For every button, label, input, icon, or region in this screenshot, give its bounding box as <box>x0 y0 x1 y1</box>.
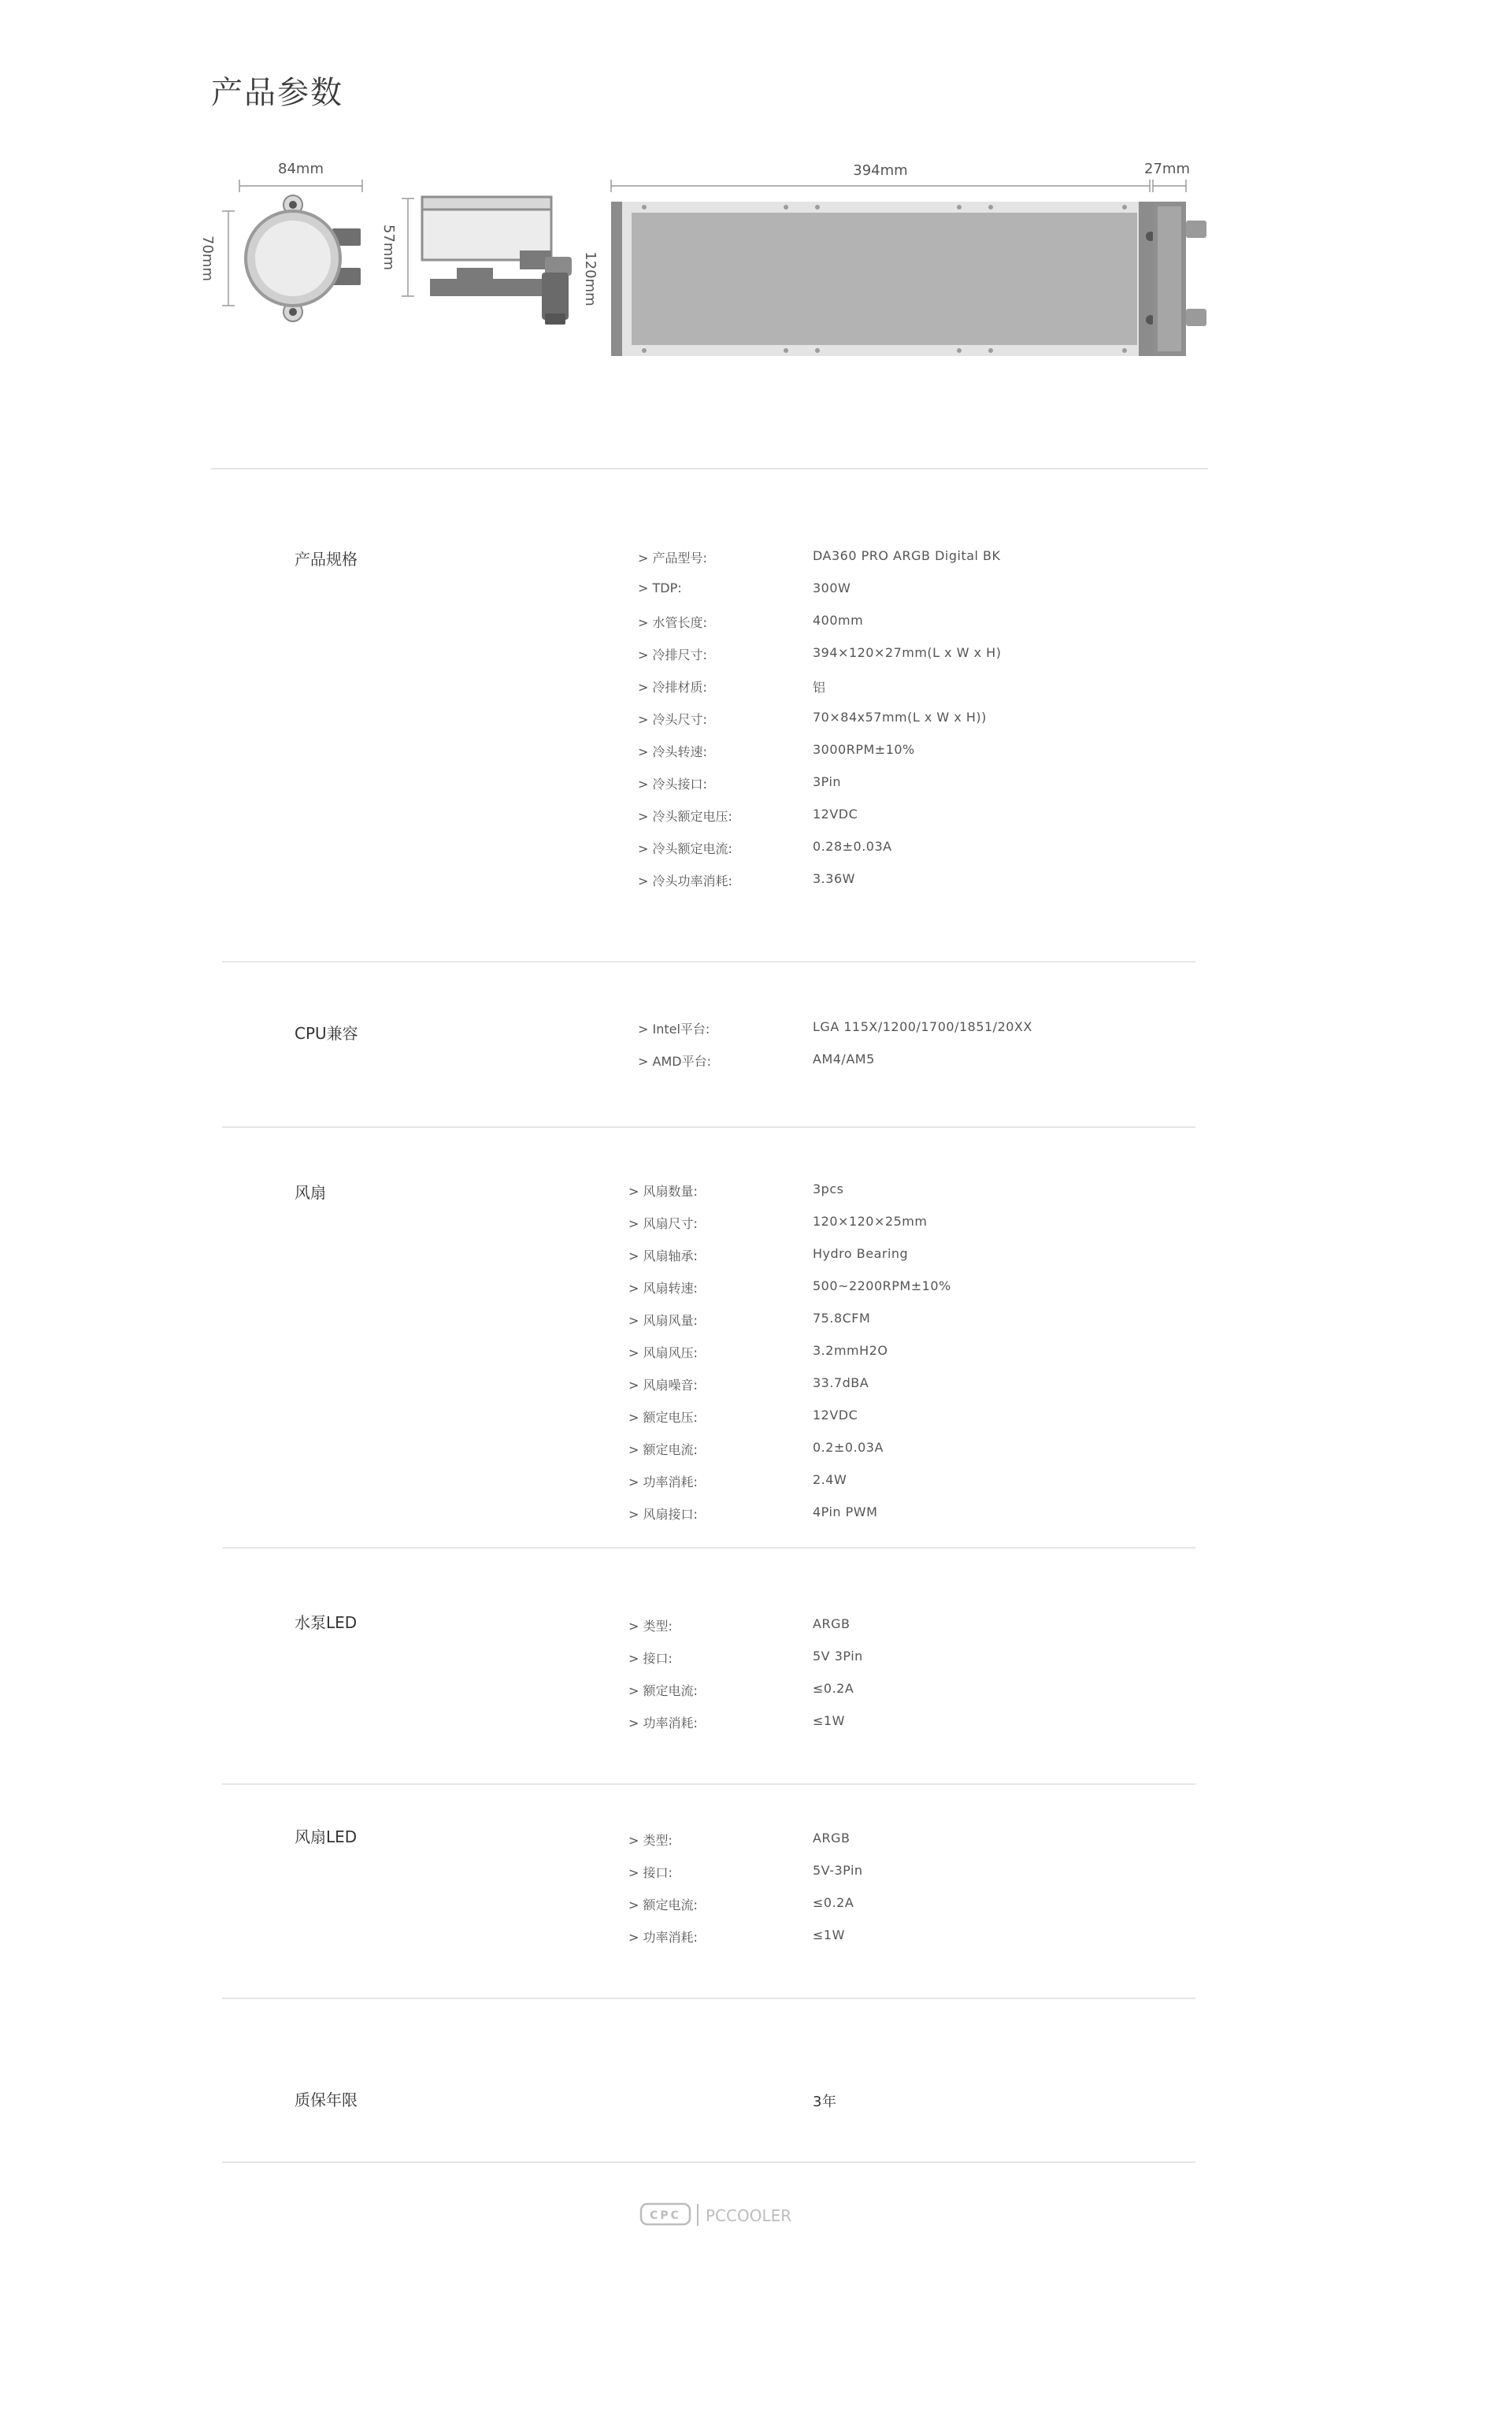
spec-label: > 风扇转速: <box>628 1281 698 1296</box>
page-title: 产品参数 <box>211 75 343 111</box>
spec-label: > 冷排尺寸: <box>638 647 707 662</box>
spec-label: > 水管长度: <box>638 615 707 630</box>
brand-logo <box>639 2199 797 2231</box>
spec-label: > 额定电流: <box>628 1442 698 1457</box>
radiator-side-view <box>1153 202 1206 356</box>
pump-width-label: 84mm <box>278 161 324 177</box>
pump-height-label: 70mm <box>199 236 216 281</box>
spec-label: > 冷头功率消耗: <box>638 874 732 888</box>
radiator-front-view <box>611 202 1162 356</box>
pump-top-view <box>246 195 361 321</box>
spec-label: > 接口: <box>628 1865 673 1880</box>
spec-value: ≤0.2A <box>813 1681 854 1696</box>
spec-value: 33.7dBA <box>813 1375 869 1390</box>
divider <box>222 961 1195 963</box>
spec-value: 5V-3Pin <box>813 1863 863 1878</box>
spec-label: > 冷头转速: <box>638 744 707 759</box>
divider <box>222 1998 1195 1999</box>
section-title-fan: 风扇 <box>295 1183 326 1202</box>
spec-label: > 风扇数量: <box>628 1184 698 1199</box>
spec-value: 3Pin <box>813 774 842 789</box>
spec-label: > 功率消耗: <box>628 1716 698 1731</box>
spec-value: 3pcs <box>813 1182 844 1196</box>
spec-value: 500~2200RPM±10% <box>813 1278 951 1293</box>
spec-value: 12VDC <box>813 807 858 822</box>
spec-label: > 类型: <box>628 1833 673 1848</box>
spec-value: 400mm <box>813 613 864 628</box>
divider <box>222 1547 1195 1549</box>
spec-label: > 风扇接口: <box>628 1507 698 1522</box>
spec-value: 4Pin PWM <box>813 1504 878 1519</box>
section-title-fan-led: 风扇LED <box>295 1827 358 1846</box>
brand-logo-pccooler: PCCOOLER <box>706 2206 792 2225</box>
spec-label: > 冷排材质: <box>638 680 707 695</box>
spec-label: > 风扇噪音: <box>628 1378 698 1393</box>
spec-value: 120×120×25mm <box>813 1214 928 1229</box>
spec-value: AM4/AM5 <box>813 1052 875 1067</box>
spec-value: Hydro Bearing <box>813 1246 909 1261</box>
section-title-warranty: 质保年限 <box>295 2090 358 2109</box>
divider <box>211 468 1208 469</box>
radiator-thickness-label: 27mm <box>1144 161 1190 177</box>
spec-value: LGA 115X/1200/1700/1851/20XX <box>813 1019 1032 1034</box>
spec-label: > 产品型号: <box>638 551 707 566</box>
spec-value: ≤1W <box>813 1927 845 1942</box>
radiator-height-label: 120mm <box>582 251 598 306</box>
spec-label: > Intel平台: <box>638 1022 710 1037</box>
spec-value: 2.4W <box>813 1472 847 1487</box>
spec-label: > TDP: <box>638 581 682 595</box>
divider <box>222 1783 1195 1785</box>
warranty-value: 3年 <box>813 2094 837 2110</box>
spec-label: > AMD平台: <box>638 1054 711 1069</box>
spec-value: 3.36W <box>813 871 855 886</box>
spec-value: 300W <box>813 581 851 595</box>
brand-logo-cpc: CPC <box>650 2209 681 2222</box>
spec-value: ≤0.2A <box>813 1895 854 1910</box>
pump-side-view <box>422 197 572 325</box>
spec-label: > 风扇轴承: <box>628 1248 698 1263</box>
spec-value: ARGB <box>813 1616 850 1631</box>
spec-label: > 额定电流: <box>628 1898 698 1912</box>
spec-value: 75.8CFM <box>813 1311 871 1326</box>
section-title-pump-led: 水泵LED <box>295 1613 358 1632</box>
spec-label: > 额定电压: <box>628 1410 698 1425</box>
spec-label: > 接口: <box>628 1651 673 1666</box>
spec-value: 0.2±0.03A <box>813 1440 884 1455</box>
spec-label: > 类型: <box>628 1619 673 1634</box>
section-title-cpu: CPU兼容 <box>295 1024 358 1043</box>
spec-label: > 冷头接口: <box>638 777 707 792</box>
spec-value: 70×84x57mm(L x W x H)) <box>813 710 987 725</box>
spec-label: > 额定电流: <box>628 1683 698 1698</box>
section-title-specs: 产品规格 <box>295 550 358 569</box>
spec-value: ≤1W <box>813 1713 845 1728</box>
spec-label: > 功率消耗: <box>628 1475 698 1489</box>
spec-label: > 冷头额定电压: <box>638 809 732 824</box>
spec-label: > 冷头尺寸: <box>638 712 707 727</box>
spec-value: 12VDC <box>813 1408 858 1423</box>
spec-value: 0.28±0.03A <box>813 839 892 854</box>
spec-value: ARGB <box>813 1831 850 1846</box>
spec-value: 3.2mmH2O <box>813 1343 888 1358</box>
spec-label: > 风扇尺寸: <box>628 1216 698 1231</box>
divider <box>222 1126 1195 1128</box>
divider <box>222 2161 1195 2163</box>
spec-value: 394×120×27mm(L x W x H) <box>813 645 1002 660</box>
spec-value: 5V 3Pin <box>813 1649 863 1664</box>
spec-value: 铝 <box>813 680 826 695</box>
spec-value: 3000RPM±10% <box>813 742 915 757</box>
spec-label: > 风扇风压: <box>628 1345 698 1360</box>
spec-label: > 风扇风量: <box>628 1313 698 1328</box>
radiator-length-label: 394mm <box>853 162 908 179</box>
pump-depth-label: 57mm <box>380 224 397 270</box>
spec-label: > 功率消耗: <box>628 1930 698 1945</box>
spec-label: > 冷头额定电流: <box>638 841 732 856</box>
spec-value: DA360 PRO ARGB Digital BK <box>813 548 1001 563</box>
dimension-drawing <box>189 150 1244 386</box>
